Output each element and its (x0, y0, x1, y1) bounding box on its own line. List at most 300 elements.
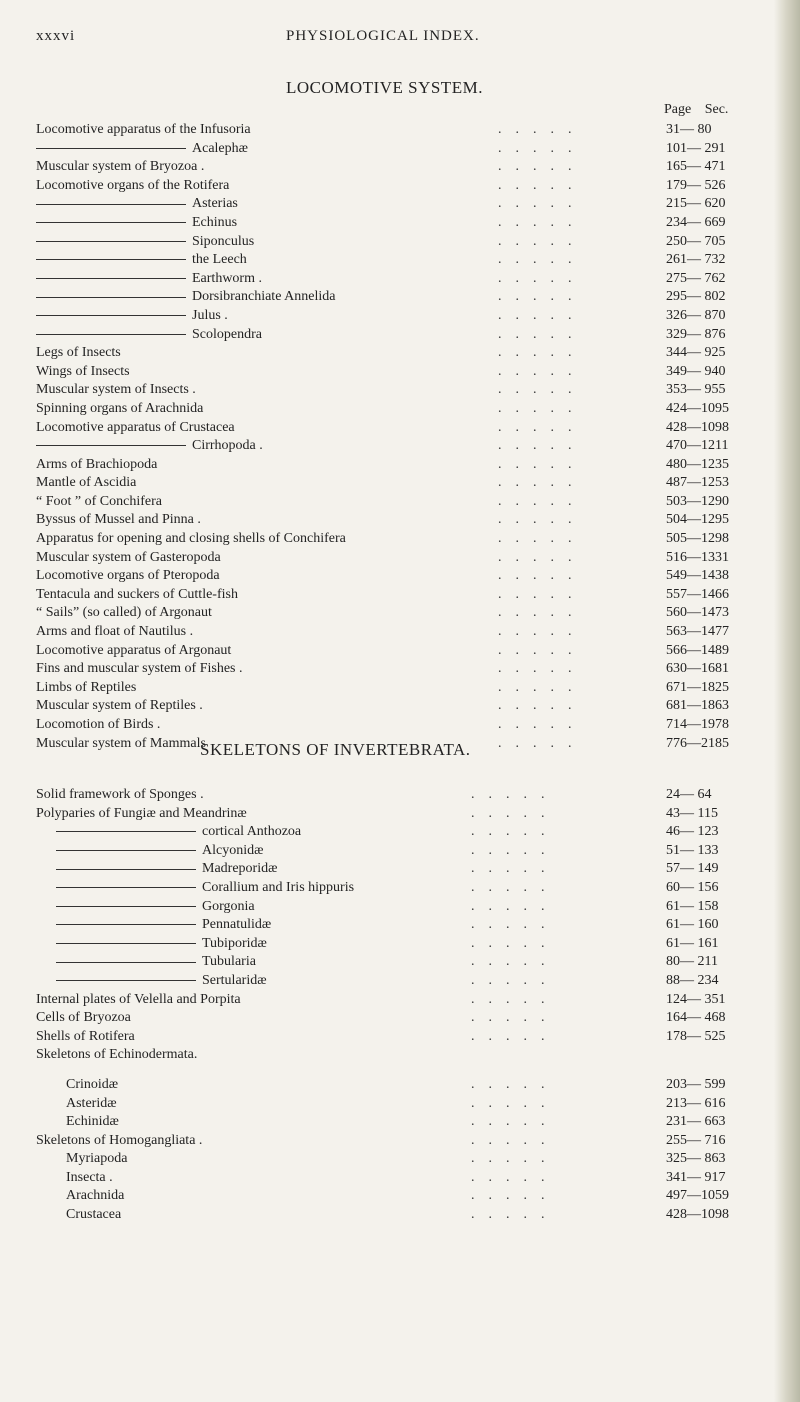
page-edge-shadow (774, 0, 800, 1402)
entry-text: Cells of Bryozoa (36, 1010, 131, 1026)
entry-text: Cirrhopoda . (192, 438, 263, 454)
entry-label (36, 363, 130, 382)
entry-text: Locomotive organs of the Rotifera (36, 177, 230, 193)
index-entry (36, 493, 792, 512)
leader-dots: ..... (498, 661, 586, 677)
locomotive-index-list (36, 121, 792, 753)
ditto-rule (36, 445, 186, 446)
leader-dots: ..... (498, 419, 586, 435)
entry-label (36, 879, 354, 898)
index-entry (36, 549, 792, 568)
leader-dots: ..... (471, 1132, 559, 1148)
entry-label (36, 1009, 131, 1028)
leader-dots: ..... (471, 1169, 559, 1185)
page-section-ref: 563—1477 (666, 624, 729, 640)
entry-label (36, 195, 238, 214)
page-sec-column-header: Page Sec. (664, 102, 729, 117)
entry-label (36, 716, 160, 735)
index-entry (36, 121, 792, 140)
entry-text: Scolopendra (192, 326, 262, 342)
leader-dots: ..... (498, 233, 586, 249)
index-entry (36, 1095, 792, 1114)
entry-text: Spinning organs of Arachnida (36, 400, 204, 416)
leader-dots: ..... (471, 842, 559, 858)
page-section-ref: 428—1098 (666, 419, 729, 435)
entry-label (36, 474, 136, 493)
entry-label (36, 586, 238, 605)
entry-label (36, 344, 121, 363)
index-entry (36, 270, 792, 289)
page-number: xxxvi (36, 28, 76, 44)
index-entry (36, 953, 792, 972)
index-entry (36, 530, 792, 549)
entry-label (36, 530, 346, 549)
leader-dots: ..... (471, 1207, 559, 1223)
leader-dots: ..... (471, 1010, 559, 1026)
leader-dots: ..... (471, 972, 559, 988)
entry-label (36, 898, 255, 917)
ditto-rule (56, 962, 196, 963)
leader-dots: ..... (471, 1095, 559, 1111)
leader-dots: ..... (498, 531, 586, 547)
page-section-ref: 215— 620 (666, 196, 726, 212)
page-section-ref: 630—1681 (666, 661, 729, 677)
ditto-rule (36, 222, 186, 223)
entry-label (36, 493, 162, 512)
page-section-ref: 80— 211 (666, 954, 718, 970)
ditto-rule (56, 943, 196, 944)
page-section-ref: 179— 526 (666, 177, 726, 193)
page-section-ref: 88— 234 (666, 972, 719, 988)
entry-label (66, 1150, 127, 1169)
leader-dots: ..... (498, 270, 586, 286)
ditto-rule (36, 204, 186, 205)
ditto-rule (36, 259, 186, 260)
entry-label (66, 1169, 113, 1188)
entry-label (36, 735, 206, 754)
ditto-rule (36, 278, 186, 279)
leader-dots: ..... (471, 935, 559, 951)
entry-label (66, 1206, 121, 1225)
entry-label (36, 251, 247, 270)
leader-dots: ..... (498, 307, 586, 323)
entry-label (36, 860, 277, 879)
index-entry (36, 972, 792, 991)
entry-text: Acalephæ (192, 140, 248, 156)
leader-dots: ..... (498, 624, 586, 640)
entry-label (36, 679, 136, 698)
entry-text: Mantle of Ascidia (36, 475, 137, 491)
leader-dots: ..... (498, 698, 586, 714)
leader-dots: ..... (471, 991, 559, 1007)
entry-text: Muscular system of Gasteropoda (36, 549, 221, 565)
index-entry (36, 660, 792, 679)
ditto-rule (56, 924, 196, 925)
page-section-ref: 255— 716 (666, 1132, 726, 1148)
leader-dots: ..... (498, 605, 586, 621)
entry-text: Tubiporidæ (202, 935, 267, 951)
index-entry (36, 344, 792, 363)
ditto-rule (36, 315, 186, 316)
leader-dots: ..... (498, 140, 586, 156)
entry-text: Arms and float of Nautilus . (36, 624, 194, 640)
page-section-ref: 560—1473 (666, 605, 729, 621)
entry-text: Locomotive apparatus of Argonaut (36, 642, 232, 658)
entry-text: Locomotion of Birds . (36, 717, 161, 732)
entry-text: Locomotive apparatus of the Infusoria (36, 122, 251, 137)
entry-label (36, 823, 301, 842)
page-section-ref: 671—1825 (666, 679, 729, 695)
entry-text: Echinidæ (66, 1114, 119, 1130)
page-section-ref: 43— 115 (666, 805, 718, 821)
entry-text: Fins and muscular system of Fishes . (36, 661, 243, 677)
page-section-ref: 325— 863 (666, 1151, 726, 1167)
entry-text: Skeletons of Echinodermata. (36, 1047, 198, 1063)
index-entry (36, 898, 792, 917)
index-entry (36, 679, 792, 698)
page-section-ref: 505—1298 (666, 531, 729, 547)
index-entry (36, 381, 792, 400)
leader-dots: ..... (498, 345, 586, 361)
row-gap (36, 1065, 792, 1076)
page-section-ref: 250— 705 (666, 233, 726, 249)
entry-text: Siponculus (192, 233, 255, 249)
ditto-rule (36, 241, 186, 242)
page-section-ref: 503—1290 (666, 493, 729, 509)
page-section-ref: 428—1098 (666, 1207, 729, 1223)
page-section-ref: 424—1095 (666, 400, 729, 416)
leader-dots: ..... (498, 512, 586, 528)
entry-text: Earthworm . (192, 270, 262, 286)
index-entry (36, 1028, 792, 1047)
leader-dots: ..... (471, 898, 559, 914)
entry-label (36, 660, 243, 679)
entry-text: Internal plates of Velella and Porpita (36, 991, 241, 1007)
leader-dots: ..... (498, 289, 586, 305)
page-section-ref: 165— 471 (666, 159, 726, 175)
entry-text: Wings of Insects (36, 363, 130, 379)
index-entry (36, 177, 792, 196)
entry-label (36, 233, 254, 252)
ditto-rule (56, 831, 196, 832)
page-section-ref: 275— 762 (666, 270, 726, 286)
entry-text: Tubularia (202, 954, 256, 970)
entry-text: Corallium and Iris hippuris (202, 879, 355, 895)
ditto-rule (56, 869, 196, 870)
entry-label (36, 786, 204, 805)
page-section-ref: 557—1466 (666, 586, 729, 602)
leader-dots: ..... (498, 196, 586, 212)
index-entry (36, 642, 792, 661)
entry-label (36, 456, 157, 475)
leader-dots: ..... (498, 177, 586, 193)
index-entry (36, 474, 792, 493)
entry-text: “ Sails” (so called) of Argonaut (36, 605, 212, 621)
index-entry (36, 805, 792, 824)
entry-text: Locomotive organs of Pteropoda (36, 568, 220, 584)
page-section-ref: 326— 870 (666, 307, 726, 323)
page-section-ref: 566—1489 (666, 642, 729, 658)
index-entry (36, 140, 792, 159)
entry-text: Solid framework of Sponges . (36, 787, 204, 802)
entry-text: Tentacula and suckers of Cuttle-fish (36, 586, 238, 602)
page-section-ref: 101— 291 (666, 140, 726, 156)
leader-dots: ..... (498, 252, 586, 268)
entry-label (36, 991, 241, 1010)
index-entry (36, 251, 792, 270)
index-entry (36, 419, 792, 438)
entry-label (66, 1095, 117, 1114)
index-entry (36, 511, 792, 530)
entry-label (36, 842, 263, 861)
index-entry (36, 1009, 792, 1028)
entry-label (36, 1132, 202, 1151)
page-section-ref: 51— 133 (666, 842, 719, 858)
entry-label (36, 288, 335, 307)
entry-label (36, 953, 256, 972)
leader-dots: ..... (471, 954, 559, 970)
entry-text: Alcyonidæ (202, 842, 264, 858)
entry-text: Crinoidæ (66, 1076, 119, 1092)
entry-label (36, 140, 248, 159)
leader-dots: ..... (471, 861, 559, 877)
entry-label (36, 604, 212, 623)
entry-text: Arms of Brachiopoda (36, 456, 158, 472)
page-section-ref: 480—1235 (666, 456, 729, 472)
page-section-ref: 61— 161 (666, 935, 719, 951)
index-entry (36, 1046, 792, 1065)
entry-text: the Leech (192, 252, 247, 268)
entry-text: Pennatulidæ (202, 917, 272, 933)
entry-text: Muscular system of Insects . (36, 382, 196, 398)
index-entry (36, 1132, 792, 1151)
entry-text: Muscular system of Mammals (36, 735, 206, 751)
leader-dots: ..... (498, 642, 586, 658)
page-section-ref: 31— 80 (666, 122, 712, 137)
entry-text: Locomotive apparatus of Crustacea (36, 419, 235, 435)
entry-text: Byssus of Mussel and Pinna . (36, 512, 201, 528)
index-entry (36, 1206, 792, 1225)
ditto-rule (56, 887, 196, 888)
entry-text: Polyparies of Fungiæ and Meandrinæ (36, 805, 247, 821)
entry-text: “ Foot ” of Conchifera (36, 493, 162, 509)
entry-label (36, 567, 220, 586)
index-entry (36, 214, 792, 233)
index-entry (36, 437, 792, 456)
index-entry (36, 1169, 792, 1188)
entry-label (36, 307, 228, 326)
index-entry (36, 991, 792, 1010)
entry-text: Insecta . (66, 1169, 113, 1185)
leader-dots: ..... (498, 568, 586, 584)
page-section-ref: 231— 663 (666, 1114, 726, 1130)
leader-dots: ..... (471, 917, 559, 933)
entry-label (36, 623, 193, 642)
leader-dots: ..... (498, 363, 586, 379)
entry-label (66, 1113, 119, 1132)
leader-dots: ..... (471, 1076, 559, 1092)
entry-text: Muscular system of Bryozoa . (36, 159, 205, 175)
page-section-ref: 549—1438 (666, 568, 729, 584)
leader-dots: ..... (471, 1114, 559, 1130)
index-entry (36, 1187, 792, 1206)
entry-text: Legs of Insects (36, 345, 121, 361)
entry-label (36, 972, 267, 991)
leader-dots: ..... (498, 326, 586, 342)
index-entry (36, 456, 792, 475)
index-entry (36, 195, 792, 214)
entry-text: Arachnida (66, 1188, 125, 1204)
entry-label (36, 697, 203, 716)
page-section-ref: 470—1211 (666, 438, 729, 454)
leader-dots: ..... (471, 805, 559, 821)
index-entry (36, 158, 792, 177)
index-entry (36, 363, 792, 382)
entry-label (36, 805, 247, 824)
entry-text: Gorgonia (202, 898, 255, 914)
index-entry (36, 604, 792, 623)
index-entry (36, 400, 792, 419)
page-section-ref: 57— 149 (666, 861, 719, 877)
entry-text: Myriapoda (66, 1151, 128, 1167)
index-entry (36, 823, 792, 842)
page-section-ref: 344— 925 (666, 345, 726, 361)
entry-label (36, 511, 201, 530)
entry-label (36, 121, 251, 140)
index-entry (36, 716, 792, 735)
ditto-rule (56, 980, 196, 981)
leader-dots: ..... (498, 493, 586, 509)
entry-text: Muscular system of Reptiles . (36, 698, 203, 714)
index-entry (36, 1150, 792, 1169)
leader-dots: ..... (498, 456, 586, 472)
leader-dots: ..... (498, 382, 586, 398)
ditto-rule (36, 334, 186, 335)
page-section-ref: 234— 669 (666, 214, 726, 230)
entry-text: Sertularidæ (202, 972, 267, 988)
entry-label (36, 158, 204, 177)
page-section-ref: 213— 616 (666, 1095, 726, 1111)
page-section-ref: 295— 802 (666, 289, 726, 305)
entry-text: Limbs of Reptiles (36, 679, 137, 695)
entry-label (36, 381, 196, 400)
entry-label (36, 270, 262, 289)
page-section-ref: 714—1978 (666, 717, 729, 732)
page-section-ref: 353— 955 (666, 382, 726, 398)
page-section-ref: 776—2185 (666, 735, 729, 751)
leader-dots: ..... (471, 1188, 559, 1204)
leader-dots: ..... (471, 1151, 559, 1167)
locomotive-section-title: LOCOMOTIVE SYSTEM. (286, 78, 483, 97)
page-section-ref: 164— 468 (666, 1010, 726, 1026)
entry-text: Echinus (192, 214, 238, 230)
index-entry (36, 1113, 792, 1132)
page-section-ref: 341— 917 (666, 1169, 726, 1185)
index-entry (36, 567, 792, 586)
entry-label (66, 1187, 124, 1206)
leader-dots: ..... (498, 586, 586, 602)
entry-text: Skeletons of Homogangliata . (36, 1132, 203, 1148)
leader-dots: ..... (471, 787, 559, 802)
index-entry (36, 842, 792, 861)
entry-label (36, 214, 237, 233)
entry-label (36, 326, 262, 345)
index-entry (36, 860, 792, 879)
index-entry (36, 586, 792, 605)
leader-dots: ..... (498, 549, 586, 565)
entry-text: Asterias (192, 196, 238, 212)
leader-dots: ..... (471, 879, 559, 895)
page-section-ref: 60— 156 (666, 879, 719, 895)
leader-dots: ..... (471, 1028, 559, 1044)
leader-dots: ..... (498, 400, 586, 416)
page-section-ref: 681—1863 (666, 698, 729, 714)
leader-dots: ..... (498, 475, 586, 491)
entry-text: Shells of Rotifera (36, 1028, 135, 1044)
entry-label (36, 1028, 135, 1047)
entry-text: Crustacea (66, 1207, 122, 1223)
page-section-ref: 349— 940 (666, 363, 726, 379)
ditto-rule (36, 148, 186, 149)
entry-label (36, 437, 263, 456)
index-entry (36, 697, 792, 716)
entry-label (36, 935, 267, 954)
page-section-ref: 124— 351 (666, 991, 726, 1007)
index-entry (36, 288, 792, 307)
leader-dots: ..... (471, 824, 559, 840)
page-section-ref: 261— 732 (666, 252, 726, 268)
leader-dots: ..... (498, 735, 586, 751)
ditto-rule (36, 297, 186, 298)
page-section-ref: 329— 876 (666, 326, 726, 342)
page-section-ref: 178— 525 (666, 1028, 726, 1044)
page-section-ref: 24— 64 (666, 787, 712, 802)
entry-label (36, 916, 271, 935)
index-entry (36, 326, 792, 345)
page-section-ref: 61— 158 (666, 898, 719, 914)
index-entry (36, 879, 792, 898)
entry-label (36, 549, 221, 568)
index-entry (36, 935, 792, 954)
running-title: PHYSIOLOGICAL INDEX. (286, 28, 480, 44)
leader-dots: ..... (498, 438, 586, 454)
index-entry (36, 1076, 792, 1095)
index-entry (36, 307, 792, 326)
page-section-ref: 61— 160 (666, 917, 719, 933)
page-section-ref: 46— 123 (666, 824, 719, 840)
page-section-ref: 504—1295 (666, 512, 729, 528)
skeletons-section-title: SKELETONS OF INVERTEBRATA. (200, 740, 471, 759)
entry-text: Asteridæ (66, 1095, 117, 1111)
entry-label (66, 1076, 118, 1095)
leader-dots: ..... (498, 159, 586, 175)
entry-label (36, 642, 231, 661)
entry-text: Dorsibranchiate Annelida (192, 289, 336, 305)
index-entry (36, 233, 792, 252)
index-entry (36, 916, 792, 935)
entry-label (36, 177, 229, 196)
entry-label (36, 419, 235, 438)
page-section-ref: 497—1059 (666, 1188, 729, 1204)
page-section-ref: 203— 599 (666, 1076, 726, 1092)
page-section-ref: 516—1331 (666, 549, 729, 565)
entry-label (36, 400, 203, 419)
ditto-rule (56, 850, 196, 851)
leader-dots: ..... (498, 214, 586, 230)
ditto-rule (56, 906, 196, 907)
entry-text: cortical Anthozoa (202, 824, 302, 840)
entry-text: Julus . (192, 307, 228, 323)
